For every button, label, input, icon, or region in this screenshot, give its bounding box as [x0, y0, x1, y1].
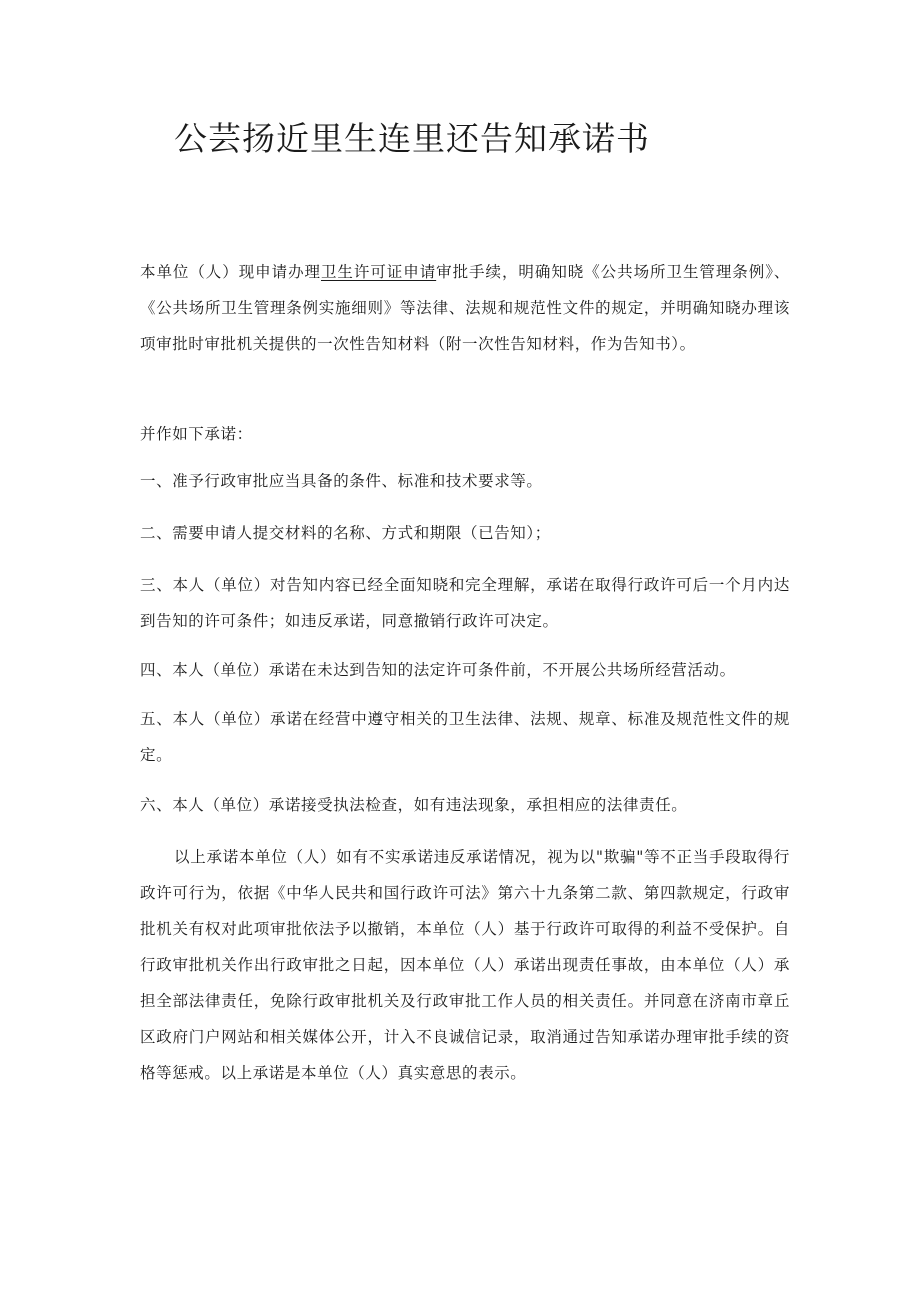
commit-item-5: 五、本人（单位）承诺在经营中遵守相关的卫生法律、法规、规章、标准及规范性文件的规定。 — [140, 710, 790, 764]
commit-item-1: 一、准予行政审批应当具备的条件、标准和技术要求等。 — [140, 472, 543, 490]
intro-paragraph — [140, 254, 790, 362]
application-name: 卫生许可证申请 — [320, 263, 437, 281]
commit-item-3: 三、本人（单位）对告知内容已经全面知晓和完全理解，承诺在取得行政许可后一个月内达到告知的许可条件；如违反承诺，同意撤销行政许可决定。 — [140, 576, 790, 630]
document-title: 公芸扬近里生连里还告知承诺书 — [174, 119, 650, 158]
closing-paragraph: 以上承诺本单位（人）如有不实承诺违反承诺情况，视为以"欺骗"等不正当手段取得行政许可行为，依据《中华人民共和国行政许可法》第六十九条第二款、第四款规定，行政审批机关有权对此项审批依法予以撤销，本单位（人）基于行政许可取得的利益不受保护。自行政审批机关作出行政审批之日起，因本单位（人）承诺出现责任事故，由本单位（人）承担全部法律责任，免除行政审批机关及行政审批工作人员的相关责任。并同意在济南市章丘区政府门户网站和相关媒体公开，计入不良诚信记录，取消通过告知承诺办理审批手续的资格等惩戒。以上承诺是本单位（人）真实意思的表示。 — [140, 848, 790, 1082]
commit-item-2: 二、需要申请人提交材料的名称、方式和期限（已告知）； — [140, 524, 551, 542]
commit-item-4: 四、本人（单位）承诺在未达到告知的法定许可条件前，不开展公共场所经营活动。 — [140, 661, 736, 679]
commit-item-6: 六、本人（单位）承诺接受执法检查，如有违法现象，承担相应的法律责任。 — [140, 796, 688, 814]
intro-text-end: 审批手续，明确知晓《公共场所卫生管理条例》、《公共场所卫生管理条例实施细则》等法律、法规和规范性文件的规定，并明确知晓办理该项审批时审批机关提供的一次性告知材料（附一次性告知材料，作为告知书）。 — [140, 263, 791, 353]
intro-text-start: 本单位（人）现申请办理 — [140, 263, 321, 281]
commit-lead: 并作如下承诺： — [140, 425, 253, 443]
